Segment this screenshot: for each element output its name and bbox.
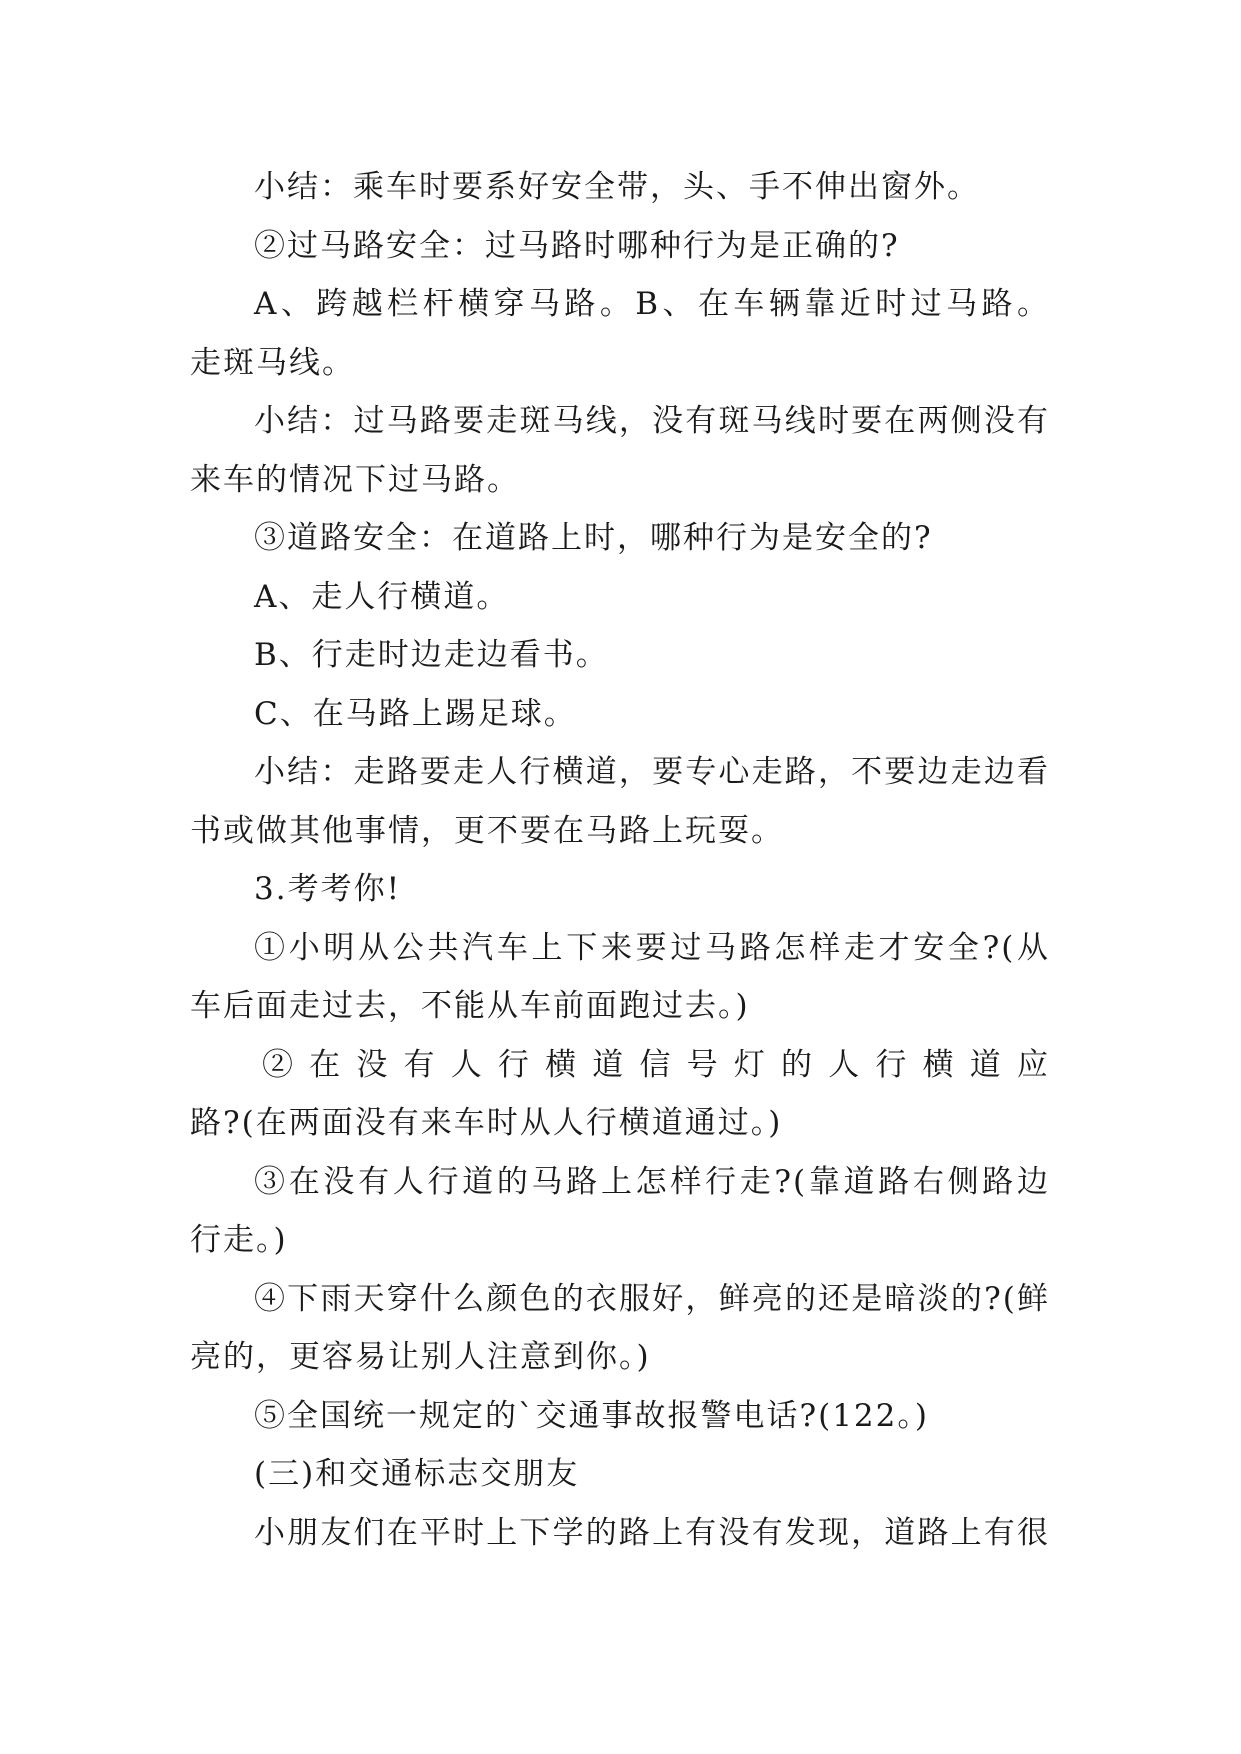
road-option-c: C、在马路上踢足球。	[254, 695, 577, 732]
question-crossing-road: ②过马路安全：过马路时哪种行为是正确的?	[254, 227, 900, 264]
crossing-options: A、跨越栏杆横穿马路。B、在车辆靠近时过马路。	[254, 286, 1050, 322]
traffic-signs-intro: 小朋友们在平时上下学的路上有没有发现，道路上有很	[254, 1514, 1050, 1551]
quiz-question-4: ④下雨天穿什么颜色的衣服好，鲜亮的还是暗淡的?(鲜	[254, 1280, 1050, 1317]
quiz-question-1: ①小明从公共汽车上下来要过马路怎样走才安全?(从	[254, 929, 1050, 966]
quiz-question-3: ③在没有人行道的马路上怎样行走?(靠道路右侧路边	[254, 1163, 1050, 1200]
summary-sidewalk: 小结：走路要走人行横道，要专心走路，不要边走边看	[254, 754, 1050, 790]
quiz-question-3-continued: 行走。)	[190, 1222, 288, 1258]
quiz-question-4-continued: 亮的，更容易让别人注意到你。)	[190, 1339, 651, 1375]
section-quiz-heading: 3.考考你!	[254, 871, 402, 907]
summary-zebra-crossing: 小结：过马路要走斑马线，没有斑马线时要在两侧没有	[254, 403, 1050, 439]
quiz-question-2: ② 在 没 有 人 行 横 道 信 号 灯 的 人 行 横 道 应	[262, 1046, 1050, 1083]
crossing-options-continued: 走斑马线。	[190, 344, 355, 381]
road-option-b: B、行走时边走边看书。	[254, 637, 609, 673]
summary-sidewalk-continued: 书或做其他事情，更不要在马路上玩耍。	[190, 812, 784, 849]
section-traffic-signs-heading: (三)和交通标志交朋友	[254, 1456, 580, 1492]
road-option-a: A、走人行横道。	[254, 578, 510, 615]
quiz-question-1-continued: 车后面走过去，不能从车前面跑过去。)	[190, 988, 750, 1024]
quiz-question-2-continued: 路?(在两面没有来车时从人行横道通过。)	[190, 1105, 783, 1141]
question-road-safety: ③道路安全：在道路上时，哪种行为是安全的?	[254, 520, 933, 556]
quiz-question-5: ⑤全国统一规定的`交通事故报警电话?(122。)	[254, 1397, 929, 1434]
summary-seatbelt: 小结：乘车时要系好安全带，头、手不伸出窗外。	[254, 169, 980, 205]
body-text	[190, 158, 1050, 1562]
summary-zebra-crossing-continued: 来车的情况下过马路。	[190, 461, 520, 498]
